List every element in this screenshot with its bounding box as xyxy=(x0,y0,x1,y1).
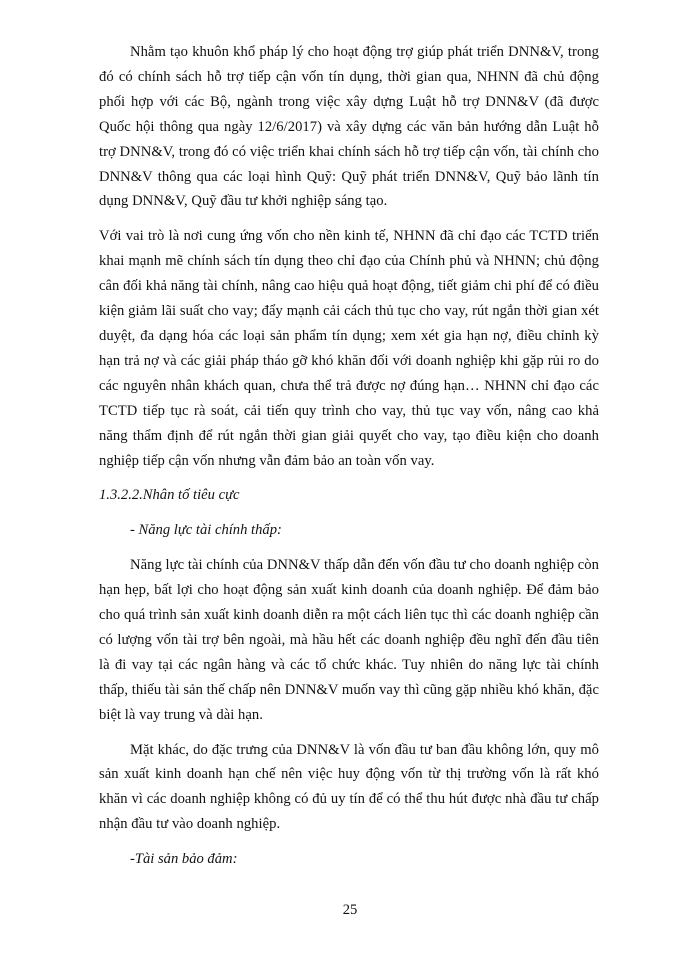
paragraph-credit-role: Với vai trò là nơi cung ứng vốn cho nền kinh tế, NHNN đã chỉ đạo các TCTD triển khai mạnh mẽ chính sách tín dụng theo chỉ đạo của Chính phủ và NHNN; chủ động cân đối khả năng tài chính, nâng cao hiệu quả hoạt động, tiết giảm chi phí để có điều kiện giảm lãi suất cho vay; đẩy mạnh cải cách thủ tục cho vay, rút ngắn thời gian xét duyệt, đa dạng hóa các loại sản phẩm tín dụng; xem xét gia hạn nợ, điều chỉnh kỳ hạn trả nợ và các giải pháp tháo gỡ khó khăn đối với doanh nghiệp khi gặp rủi ro do các nguyên nhân khách quan, chưa thể trả được nợ đúng hạn… NHNN chỉ đạo các TCTD tiếp tục rà soát, cải tiến quy trình cho vay, thủ tục vay vốn, nâng cao khả năng thẩm định để rút ngắn thời gian giải quyết cho vay, tạo điều kiện cho doanh nghiệp tiếp cận vốn nhưng vẫn đảm bảo an toàn vốn vay. xyxy=(99,228,599,469)
paragraph-capital-market: Mặt khác, do đặc trưng của DNN&V là vốn đầu tư ban đầu không lớn, quy mô sản xuất kinh doanh hạn chế nên việc huy động vốn từ thị trường vốn là rất khó khăn vì các doanh nghiệp không có đủ uy tín để có thể thu hút được nhà đầu tư chấp nhận đầu tư vào doanh nghiệp. xyxy=(99,741,599,833)
paragraph-legal-framework: Nhằm tạo khuôn khổ pháp lý cho hoạt động trợ giúp phát triển DNN&V, trong đó có chính sách hỗ trợ tiếp cận vốn tín dụng, thời gian qua, NHNN đã chủ động phối hợp với các Bộ, ngành trong việc xây dựng Luật hỗ trợ DNN&V (đã được Quốc hội thông qua ngày 12/6/2017) và xây dựng các văn bản hướng dẫn Luật hỗ trợ DNN&V, trong đó có việc triển khai chính sách hỗ trợ tiếp cận vốn, tài chính cho DNN&V thông qua các loại hình Quỹ: Quỹ phát triển DNN&V, Quỹ bảo lãnh tín dụng DNN&V, Quỹ đầu tư khởi nghiệp sáng tạo. xyxy=(99,44,599,210)
subheading-collateral: -Tài sản bảo đảm: xyxy=(130,851,238,868)
page-body xyxy=(99,40,599,882)
page-number: 25 xyxy=(342,902,358,918)
subheading-financial-capacity: - Năng lực tài chính thấp: xyxy=(130,522,282,539)
section-heading: 1.3.2.2.Nhân tố tiêu cực xyxy=(99,487,240,504)
paragraph-financial-capacity: Năng lực tài chính của DNN&V thấp dẫn đến vốn đầu tư cho doanh nghiệp còn hạn hẹp, bất lợi cho hoạt động sản xuất kinh doanh của doanh nghiệp. Để đảm bảo cho quá trình sản xuất kinh doanh diễn ra một cách liên tục thì các doanh nghiệp cần có lượng vốn tài trợ bên ngoài, mà hầu hết các doanh nghiệp đều nghĩ đến đầu tiên là đi vay tại các ngân hàng và các tổ chức khác. Tuy nhiên do năng lực tài chính thấp, thiếu tài sản thế chấp nên DNN&V muốn vay thì cũng gặp nhiều khó khăn, đặc biệt là vay trung và dài hạn. xyxy=(99,557,599,723)
